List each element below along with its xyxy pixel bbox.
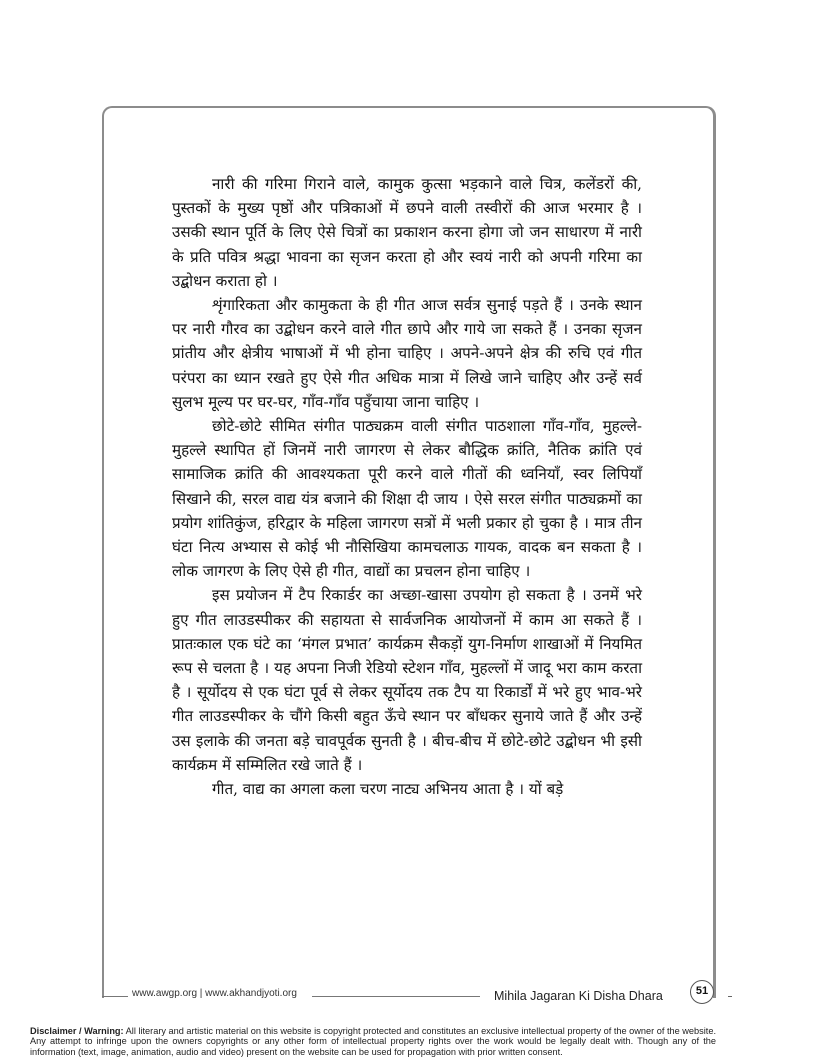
footer-rule-middle — [312, 996, 480, 997]
disclaimer — [30, 1026, 716, 1057]
paragraph-5: गीत, वाद्य का अगला कला चरण नाट्य अभिनय आता है । यों बड़े — [212, 780, 564, 799]
footer-book-title: Mihila Jagaran Ki Disha Dhara — [494, 989, 663, 1003]
footer-rule-left — [102, 996, 128, 997]
article-body — [172, 172, 642, 801]
disclaimer-label: Disclaimer / Warning: — [30, 1026, 124, 1036]
paragraph-4: इस प्रयोजन में टैप रिकार्डर का अच्छा-खासा उपयोग हो सकता है । उनमें भरे हुए गीत लाउडस्पीकर की सहायता से सार्वजनिक आयोजनों में काम आ सकते हैं । प्रातःकाल एक घंटे का ‘मंगल प्रभात’ कार्यक्रम सैकड़ों युग-निर्माण शाखाओं में नियमित रूप से चलता है । यह अपना निजी रेडियो स्टेशन गाँव, मुहल्लों में जादू भरा काम करता है । सूर्योदय से एक घंटा पूर्व से लेकर सूर्योदय तक टैप या रिकार्डों में भरे हुए भाव-भरे गीत लाउडस्पीकर के चौंगे किसी बहुत ऊँचे स्थान पर बाँधकर सुनाये जाते हैं और उन्हें उस इलाके की जनता बड़े चावपूर्वक सुनती है । बीच-बीच में छोटे-छोटे उद्बोधन भी इसी कार्यक्रम में सम्मिलित रखे जाते हैं । — [172, 586, 642, 774]
footer-websites[interactable]: www.awgp.org | www.akhandjyoti.org — [132, 988, 297, 999]
disclaimer-text: All literary and artistic material on this website is copyright protected and constitutes an exclusive intellectual property of the owner of the website. Any attempt to infringe upon the owners copyrights or any other form of intellectual property rights over the work would be legally dealt with. Though any of the information (text, image, animation, audio and video) present on the website can be used for propagation with prior written consent. — [30, 1026, 716, 1057]
footer-dash — [728, 996, 732, 997]
paragraph-2: शृंगारिकता और कामुकता के ही गीत आज सर्वत्र सुनाई पड़ते हैं । उनके स्थान पर नारी गौरव का उद्बोधन करने वाले गीत छापे और गाये जा सकते हैं । उनका सृजन प्रांतीय और क्षेत्रीय भाषाओं में भी होना चाहिए । अपने-अपने क्षेत्र की रुचि एवं गीत परंपरा का ध्यान रखते हुए ऐसे गीत अधिक मात्रा में लिखे जाने चाहिए और उन्हें सर्व सुलभ मूल्य पर घर-घर, गाँव-गाँव पहुँचाया जाना चाहिए । — [172, 296, 642, 411]
paragraph-1: नारी की गरिमा गिराने वाले, कामुक कुत्सा भड़काने वाले चित्र, कलेंडरों की, पुस्तकों के मुख्य पृष्ठों और पत्रिकाओं में छपने वाली तस्वीरों की आज भरमार है । उसकी स्थान पूर्ति के लिए ऐसे चित्रों का प्रकाशन करना होगा जो जन साधारण में नारी के प्रति पवित्र श्रद्धा भावना का सृजन करता हो और स्वयं नारी को अपनी गरिमा का उद्बोधन कराता हो । — [172, 175, 642, 290]
paragraph-3: छोटे-छोटे सीमित संगीत पाठ्यक्रम वाली संगीत पाठशाला गाँव-गाँव, मुहल्ले-मुहल्ले स्थापित हों जिनमें नारी जागरण से लेकर बौद्धिक क्रांति, नैतिक क्रांति एवं सामाजिक क्रांति की आवश्यकता पूरी करने वाले गीतों की ध्वनियाँ, स्वर लिपियाँ सिखाने की, सरल वाद्य यंत्र बजाने की शिक्षा दी जाय । ऐसे सरल संगीत पाठ्यक्रमों का प्रयोग शांतिकुंज, हरिद्वार के महिला जागरण सत्रों में भली प्रकार हो चुका है । मात्र तीन घंटा नित्य अभ्यास से कोई भी नौसिखिया कामचलाऊ गायक, वादक बन सकता है । लोक जागरण के लिए ऐसे ही गीत, वाद्यों का प्रचलन होना चाहिए । — [172, 417, 642, 581]
page-number-badge: 51 — [690, 980, 714, 1004]
